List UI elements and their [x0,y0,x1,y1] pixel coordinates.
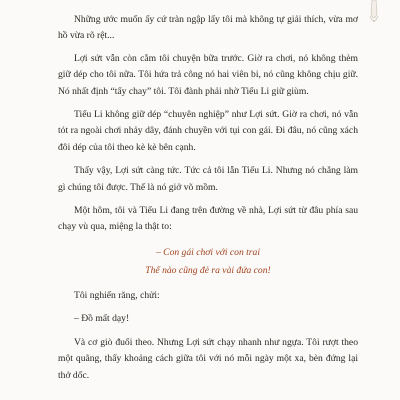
quote-line: – Con gái chơi với con trai [155,246,261,258]
paragraph: Một hôm, tôi và Tiểu Li đang trên đường về nhà, Lợi sứt từ đâu phía sau chạy vù qua, miệng la thật to: [58,205,358,233]
paragraph: Tôi nghiến răng, chửi: [74,289,160,301]
paragraph: Lợi sứt vẫn còn cằm tôi chuyện bữa trước. Giờ ra chơi, nó không thèm giữ dép cho tôi nữa. Tôi hứa trả công nó hai viên bi, nó cũng không chịu giữ. Nó nhất định “tẩy chay” tôi. Tôi đành phải nhờ Tiểu Li giữ giùm. [58,52,358,97]
paragraph: Và cơ giò đuổi theo. Nhưng Lợi sứt chạy nhanh như ngựa. Tôi rượt theo một quãng, thấy khoảng cách giữa tôi với nó mỗi ngày một xa, bèn đứng lại thở dốc. [58,336,358,381]
corner-illustration-icon [366,0,382,26]
story-text [58,12,358,391]
verse-quote [58,244,358,280]
quote-line: Thế nào cũng đẻ ra vài đứa con! [145,264,271,276]
paragraph: Những ước muốn ấy cứ tràn ngập lấy tôi mà không tự giải thích, vừa mơ hồ vừa rõ rệt... [58,14,358,42]
paragraph: Tiểu Li không giữ dép “chuyên nghiệp” như Lợi sứt. Giờ ra chơi, nó vẫn tót ra ngoài chơi nhảy dây, đánh chuyền với tụi con gái. Đi đâu, nó cũng xách đôi dép của tôi theo kè kè bên cạnh. [58,109,358,153]
paragraph: Thấy vậy, Lợi sứt càng tức. Tức cả tôi lẫn Tiểu Li. Nhưng nó chẳng làm gì chúng tôi được. Thế là nó giở võ mồm. [58,165,358,193]
dialogue-line: – Đồ mất dạy! [74,313,130,325]
